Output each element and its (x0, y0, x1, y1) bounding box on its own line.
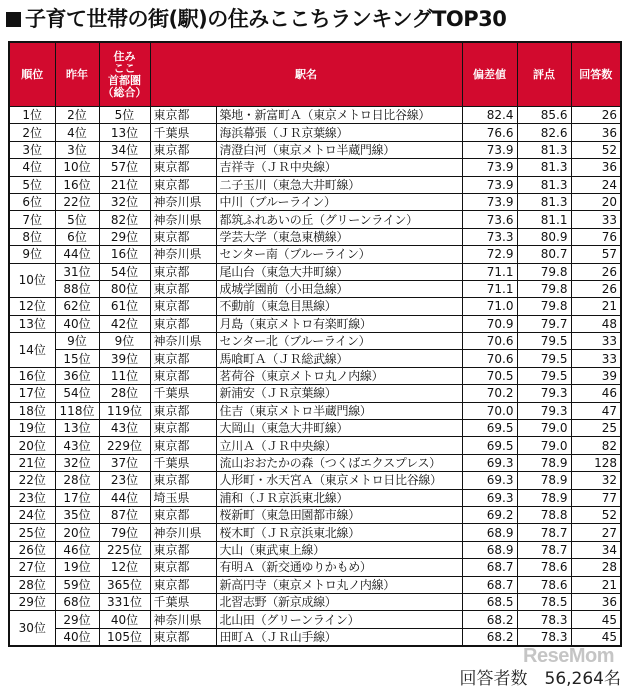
overall-rank-cell: 34位 (99, 141, 150, 158)
responses-cell: 45 (571, 611, 621, 628)
prefecture-cell: 東京都 (150, 263, 216, 280)
table-header-row (9, 42, 621, 107)
header-rank: 順位 (9, 42, 55, 107)
deviation-cell: 70.0 (462, 402, 517, 419)
rank-cell: 12位 (9, 298, 55, 315)
responses-cell: 21 (571, 298, 621, 315)
rank-cell: 30位 (9, 611, 55, 646)
deviation-cell: 69.5 (462, 437, 517, 454)
prefecture-cell: 東京都 (150, 437, 216, 454)
station-name-cell: 吉祥寺（ＪＲ中央線） (216, 159, 462, 176)
station-name-cell: 大山（東武東上線） (216, 541, 462, 558)
page-title (6, 4, 506, 34)
overall-rank-cell: 32位 (99, 193, 150, 210)
station-name-cell: 中川（ブルーライン） (216, 193, 462, 210)
score-cell: 79.3 (517, 385, 571, 402)
deviation-cell: 68.2 (462, 628, 517, 646)
prefecture-cell: 神奈川県 (150, 211, 216, 228)
last-year-cell: 62位 (55, 298, 99, 315)
last-year-cell: 3位 (55, 141, 99, 158)
rank-cell: 22位 (9, 472, 55, 489)
deviation-cell: 68.2 (462, 611, 517, 628)
responses-cell: 28 (571, 559, 621, 576)
square-bullet-icon (6, 12, 21, 27)
last-year-cell: 88位 (55, 280, 99, 297)
responses-cell: 34 (571, 541, 621, 558)
deviation-cell: 70.6 (462, 350, 517, 367)
prefecture-cell: 千葉県 (150, 124, 216, 141)
rank-cell: 4位 (9, 159, 55, 176)
overall-rank-cell: 79位 (99, 524, 150, 541)
overall-rank-cell: 44位 (99, 489, 150, 506)
prefecture-cell: 埼玉県 (150, 489, 216, 506)
last-year-cell: 29位 (55, 611, 99, 628)
rank-cell: 18位 (9, 402, 55, 419)
deviation-cell: 71.1 (462, 280, 517, 297)
overall-rank-cell: 54位 (99, 263, 150, 280)
prefecture-cell: 東京都 (150, 472, 216, 489)
overall-rank-cell: 82位 (99, 211, 150, 228)
last-year-cell: 6位 (55, 228, 99, 245)
station-name-cell: 浦和（ＪＲ京浜東北線） (216, 489, 462, 506)
table-row (9, 402, 621, 419)
title-text: 子育て世帯の街(駅)の住みここちランキングTOP30 (25, 7, 507, 31)
responses-cell: 82 (571, 437, 621, 454)
deviation-cell: 69.3 (462, 454, 517, 471)
prefecture-cell: 東京都 (150, 280, 216, 297)
table-row (9, 350, 621, 367)
overall-rank-cell: 229位 (99, 437, 150, 454)
prefecture-cell: 東京都 (150, 159, 216, 176)
table-row (9, 524, 621, 541)
deviation-cell: 76.6 (462, 124, 517, 141)
score-cell: 81.3 (517, 176, 571, 193)
station-name-cell: 新浦安（ＪＲ京葉線） (216, 385, 462, 402)
responses-cell: 26 (571, 263, 621, 280)
table-row (9, 228, 621, 245)
overall-rank-cell: 12位 (99, 559, 150, 576)
prefecture-cell: 神奈川県 (150, 246, 216, 263)
header-deviation: 偏差値 (462, 42, 517, 107)
rank-cell: 20位 (9, 437, 55, 454)
table-row (9, 315, 621, 332)
table-row (9, 628, 621, 646)
station-name-cell: 桜新町（東急田園都市線） (216, 506, 462, 523)
last-year-cell: 46位 (55, 541, 99, 558)
score-cell: 81.1 (517, 211, 571, 228)
overall-rank-cell: 23位 (99, 472, 150, 489)
responses-cell: 77 (571, 489, 621, 506)
responses-cell: 25 (571, 420, 621, 437)
overall-rank-cell: 11位 (99, 367, 150, 384)
deviation-cell: 68.7 (462, 559, 517, 576)
table-row (9, 176, 621, 193)
rank-cell: 27位 (9, 559, 55, 576)
header-overall-line3: 首都圏 (108, 73, 141, 87)
score-cell: 78.7 (517, 524, 571, 541)
station-name-cell: 海浜幕張（ＪＲ京葉線） (216, 124, 462, 141)
rank-cell: 8位 (9, 228, 55, 245)
deviation-cell: 70.9 (462, 315, 517, 332)
prefecture-cell: 東京都 (150, 402, 216, 419)
score-cell: 78.7 (517, 541, 571, 558)
header-overall-line1: 住み (113, 49, 136, 63)
station-name-cell: 北習志野（新京成線） (216, 593, 462, 610)
overall-rank-cell: 87位 (99, 506, 150, 523)
table-row (9, 559, 621, 576)
overall-rank-cell: 42位 (99, 315, 150, 332)
score-cell: 79.5 (517, 333, 571, 350)
score-cell: 78.9 (517, 454, 571, 471)
last-year-cell: 10位 (55, 159, 99, 176)
score-cell: 85.6 (517, 107, 571, 124)
station-name-cell: 有明Ａ（新交通ゆりかもめ） (216, 559, 462, 576)
station-name-cell: 住吉（東京メトロ半蔵門線） (216, 402, 462, 419)
deviation-cell: 73.9 (462, 141, 517, 158)
responses-cell: 26 (571, 280, 621, 297)
responses-cell: 33 (571, 350, 621, 367)
table-row (9, 454, 621, 471)
overall-rank-cell: 9位 (99, 333, 150, 350)
rank-cell: 21位 (9, 454, 55, 471)
deviation-cell: 82.4 (462, 107, 517, 124)
last-year-cell: 15位 (55, 350, 99, 367)
score-cell: 78.8 (517, 506, 571, 523)
rank-cell: 2位 (9, 124, 55, 141)
rank-cell: 1位 (9, 107, 55, 124)
table-row (9, 437, 621, 454)
responses-cell: 33 (571, 333, 621, 350)
prefecture-cell: 東京都 (150, 506, 216, 523)
table-row (9, 141, 621, 158)
score-cell: 79.8 (517, 263, 571, 280)
responses-cell: 24 (571, 176, 621, 193)
deviation-cell: 69.3 (462, 489, 517, 506)
last-year-cell: 118位 (55, 402, 99, 419)
deviation-cell: 73.9 (462, 159, 517, 176)
station-name-cell: 学芸大学（東急東横線） (216, 228, 462, 245)
rank-cell: 23位 (9, 489, 55, 506)
score-cell: 79.0 (517, 437, 571, 454)
responses-cell: 52 (571, 506, 621, 523)
responses-cell: 57 (571, 246, 621, 263)
last-year-cell: 44位 (55, 246, 99, 263)
overall-rank-cell: 37位 (99, 454, 150, 471)
rank-cell: 28位 (9, 576, 55, 593)
prefecture-cell: 神奈川県 (150, 611, 216, 628)
score-cell: 82.6 (517, 124, 571, 141)
prefecture-cell: 東京都 (150, 367, 216, 384)
score-cell: 79.5 (517, 367, 571, 384)
responses-cell: 27 (571, 524, 621, 541)
score-cell: 78.6 (517, 576, 571, 593)
deviation-cell: 73.3 (462, 228, 517, 245)
table-row (9, 593, 621, 610)
prefecture-cell: 東京都 (150, 628, 216, 646)
table-row (9, 124, 621, 141)
table-body (9, 107, 621, 647)
resemom-watermark: ReseMom (523, 645, 614, 667)
prefecture-cell: 千葉県 (150, 454, 216, 471)
prefecture-cell: 千葉県 (150, 593, 216, 610)
rank-cell: 16位 (9, 367, 55, 384)
overall-rank-cell: 57位 (99, 159, 150, 176)
station-name-cell: 桜木町（ＪＲ京浜東北線） (216, 524, 462, 541)
deviation-cell: 70.6 (462, 333, 517, 350)
score-cell: 79.7 (517, 315, 571, 332)
station-name-cell: 月島（東京メトロ有楽町線） (216, 315, 462, 332)
prefecture-cell: 東京都 (150, 559, 216, 576)
deviation-cell: 68.9 (462, 541, 517, 558)
last-year-cell: 40位 (55, 628, 99, 646)
last-year-cell: 5位 (55, 211, 99, 228)
deviation-cell: 71.0 (462, 298, 517, 315)
overall-rank-cell: 43位 (99, 420, 150, 437)
last-year-cell: 16位 (55, 176, 99, 193)
station-name-cell: 清澄白河（東京メトロ半蔵門線） (216, 141, 462, 158)
station-name-cell: 新高円寺（東京メトロ丸ノ内線） (216, 576, 462, 593)
score-cell: 78.3 (517, 611, 571, 628)
rank-cell: 7位 (9, 211, 55, 228)
score-cell: 81.3 (517, 159, 571, 176)
score-cell: 81.3 (517, 193, 571, 210)
station-name-cell: 流山おおたかの森（つくばエクスプレス） (216, 454, 462, 471)
score-cell: 81.3 (517, 141, 571, 158)
station-name-cell: 茗荷谷（東京メトロ丸ノ内線） (216, 367, 462, 384)
table-row (9, 298, 621, 315)
deviation-cell: 69.3 (462, 472, 517, 489)
deviation-cell: 73.6 (462, 211, 517, 228)
last-year-cell: 28位 (55, 472, 99, 489)
responses-cell: 36 (571, 593, 621, 610)
score-cell: 80.9 (517, 228, 571, 245)
prefecture-cell: 東京都 (150, 141, 216, 158)
prefecture-cell: 東京都 (150, 298, 216, 315)
station-name-cell: 都筑ふれあいの丘（グリーンライン） (216, 211, 462, 228)
station-name-cell: 北山田（グリーンライン） (216, 611, 462, 628)
overall-rank-cell: 119位 (99, 402, 150, 419)
last-year-cell: 9位 (55, 333, 99, 350)
responses-cell: 128 (571, 454, 621, 471)
rank-cell: 26位 (9, 541, 55, 558)
table-row (9, 611, 621, 628)
header-overall-line2: ここ (113, 61, 136, 75)
table-row (9, 489, 621, 506)
last-year-cell: 43位 (55, 437, 99, 454)
table-row (9, 263, 621, 280)
last-year-cell: 40位 (55, 315, 99, 332)
responses-cell: 32 (571, 472, 621, 489)
responses-cell: 46 (571, 385, 621, 402)
table-row (9, 280, 621, 297)
overall-rank-cell: 61位 (99, 298, 150, 315)
overall-rank-cell: 365位 (99, 576, 150, 593)
overall-rank-cell: 331位 (99, 593, 150, 610)
prefecture-cell: 東京都 (150, 315, 216, 332)
last-year-cell: 31位 (55, 263, 99, 280)
last-year-cell: 32位 (55, 454, 99, 471)
last-year-cell: 35位 (55, 506, 99, 523)
rank-cell: 25位 (9, 524, 55, 541)
score-cell: 80.7 (517, 246, 571, 263)
prefecture-cell: 東京都 (150, 228, 216, 245)
prefecture-cell: 神奈川県 (150, 524, 216, 541)
station-name-cell: 不動前（東急目黒線） (216, 298, 462, 315)
score-cell: 78.9 (517, 489, 571, 506)
rank-cell: 5位 (9, 176, 55, 193)
overall-rank-cell: 225位 (99, 541, 150, 558)
deviation-cell: 68.5 (462, 593, 517, 610)
overall-rank-cell: 39位 (99, 350, 150, 367)
last-year-cell: 68位 (55, 593, 99, 610)
score-cell: 78.5 (517, 593, 571, 610)
overall-rank-cell: 16位 (99, 246, 150, 263)
table-row (9, 333, 621, 350)
last-year-cell: 22位 (55, 193, 99, 210)
overall-rank-cell: 40位 (99, 611, 150, 628)
responses-cell: 76 (571, 228, 621, 245)
deviation-cell: 70.2 (462, 385, 517, 402)
responses-cell: 36 (571, 159, 621, 176)
deviation-cell: 73.9 (462, 176, 517, 193)
prefecture-cell: 東京都 (150, 350, 216, 367)
table-row (9, 159, 621, 176)
respondents-count: 回答者数 56,264名 (459, 669, 621, 689)
table-row (9, 541, 621, 558)
deviation-cell: 68.9 (462, 524, 517, 541)
table-row (9, 385, 621, 402)
rank-cell: 13位 (9, 315, 55, 332)
rank-cell: 24位 (9, 506, 55, 523)
prefecture-cell: 東京都 (150, 541, 216, 558)
responses-cell: 20 (571, 193, 621, 210)
deviation-cell: 70.5 (462, 367, 517, 384)
table-row (9, 506, 621, 523)
last-year-cell: 4位 (55, 124, 99, 141)
score-cell: 79.3 (517, 402, 571, 419)
deviation-cell: 69.5 (462, 420, 517, 437)
rank-cell: 3位 (9, 141, 55, 158)
responses-cell: 36 (571, 124, 621, 141)
last-year-cell: 20位 (55, 524, 99, 541)
deviation-cell: 69.2 (462, 506, 517, 523)
station-name-cell: センター南（ブルーライン） (216, 246, 462, 263)
station-name-cell: 成城学園前（小田急線） (216, 280, 462, 297)
overall-rank-cell: 80位 (99, 280, 150, 297)
responses-cell: 52 (571, 141, 621, 158)
responses-cell: 21 (571, 576, 621, 593)
rank-cell: 9位 (9, 246, 55, 263)
last-year-cell: 36位 (55, 367, 99, 384)
table-row (9, 246, 621, 263)
responses-cell: 47 (571, 402, 621, 419)
table-row (9, 193, 621, 210)
overall-rank-cell: 21位 (99, 176, 150, 193)
station-name-cell: 人形町・水天宮Ａ（東京メトロ日比谷線） (216, 472, 462, 489)
last-year-cell: 59位 (55, 576, 99, 593)
rank-cell: 19位 (9, 420, 55, 437)
last-year-cell: 17位 (55, 489, 99, 506)
responses-cell: 26 (571, 107, 621, 124)
score-cell: 79.5 (517, 350, 571, 367)
prefecture-cell: 東京都 (150, 576, 216, 593)
rank-cell: 10位 (9, 263, 55, 298)
score-cell: 78.3 (517, 628, 571, 646)
prefecture-cell: 東京都 (150, 176, 216, 193)
responses-cell: 39 (571, 367, 621, 384)
deviation-cell: 71.1 (462, 263, 517, 280)
overall-rank-cell: 13位 (99, 124, 150, 141)
table-row (9, 472, 621, 489)
station-name-cell: 田町Ａ（ＪＲ山手線） (216, 628, 462, 646)
rank-cell: 17位 (9, 385, 55, 402)
header-score: 評点 (517, 42, 571, 107)
station-name-cell: 二子玉川（東急大井町線） (216, 176, 462, 193)
overall-rank-cell: 5位 (99, 107, 150, 124)
last-year-cell: 54位 (55, 385, 99, 402)
deviation-cell: 73.9 (462, 193, 517, 210)
deviation-cell: 72.9 (462, 246, 517, 263)
responses-cell: 45 (571, 628, 621, 646)
table-row (9, 576, 621, 593)
station-name-cell: 馬喰町Ａ（ＪＲ総武線） (216, 350, 462, 367)
score-cell: 78.9 (517, 472, 571, 489)
score-cell: 78.6 (517, 559, 571, 576)
header-station: 駅名 (150, 42, 462, 107)
prefecture-cell: 東京都 (150, 420, 216, 437)
prefecture-cell: 神奈川県 (150, 193, 216, 210)
table-row (9, 211, 621, 228)
station-name-cell: 築地・新富町Ａ（東京メトロ日比谷線） (216, 107, 462, 124)
station-name-cell: センター北（ブルーライン） (216, 333, 462, 350)
responses-cell: 48 (571, 315, 621, 332)
header-last-year: 昨年 (55, 42, 99, 107)
table-row (9, 367, 621, 384)
last-year-cell: 2位 (55, 107, 99, 124)
rank-cell: 6位 (9, 193, 55, 210)
overall-rank-cell: 105位 (99, 628, 150, 646)
header-responses: 回答数 (571, 42, 621, 107)
station-name-cell: 立川Ａ（ＪＲ中央線） (216, 437, 462, 454)
last-year-cell: 13位 (55, 420, 99, 437)
station-name-cell: 尾山台（東急大井町線） (216, 263, 462, 280)
ranking-table (8, 41, 622, 647)
prefecture-cell: 千葉県 (150, 385, 216, 402)
rank-cell: 14位 (9, 333, 55, 368)
score-cell: 79.8 (517, 298, 571, 315)
overall-rank-cell: 28位 (99, 385, 150, 402)
prefecture-cell: 神奈川県 (150, 333, 216, 350)
score-cell: 79.8 (517, 280, 571, 297)
rank-cell: 29位 (9, 593, 55, 610)
table-row (9, 420, 621, 437)
header-overall-line4: （総合） (102, 85, 147, 99)
responses-cell: 33 (571, 211, 621, 228)
header-overall (99, 42, 150, 107)
deviation-cell: 68.7 (462, 576, 517, 593)
prefecture-cell: 東京都 (150, 107, 216, 124)
last-year-cell: 19位 (55, 559, 99, 576)
table-row (9, 107, 621, 124)
station-name-cell: 大岡山（東急大井町線） (216, 420, 462, 437)
overall-rank-cell: 29位 (99, 228, 150, 245)
score-cell: 79.0 (517, 420, 571, 437)
